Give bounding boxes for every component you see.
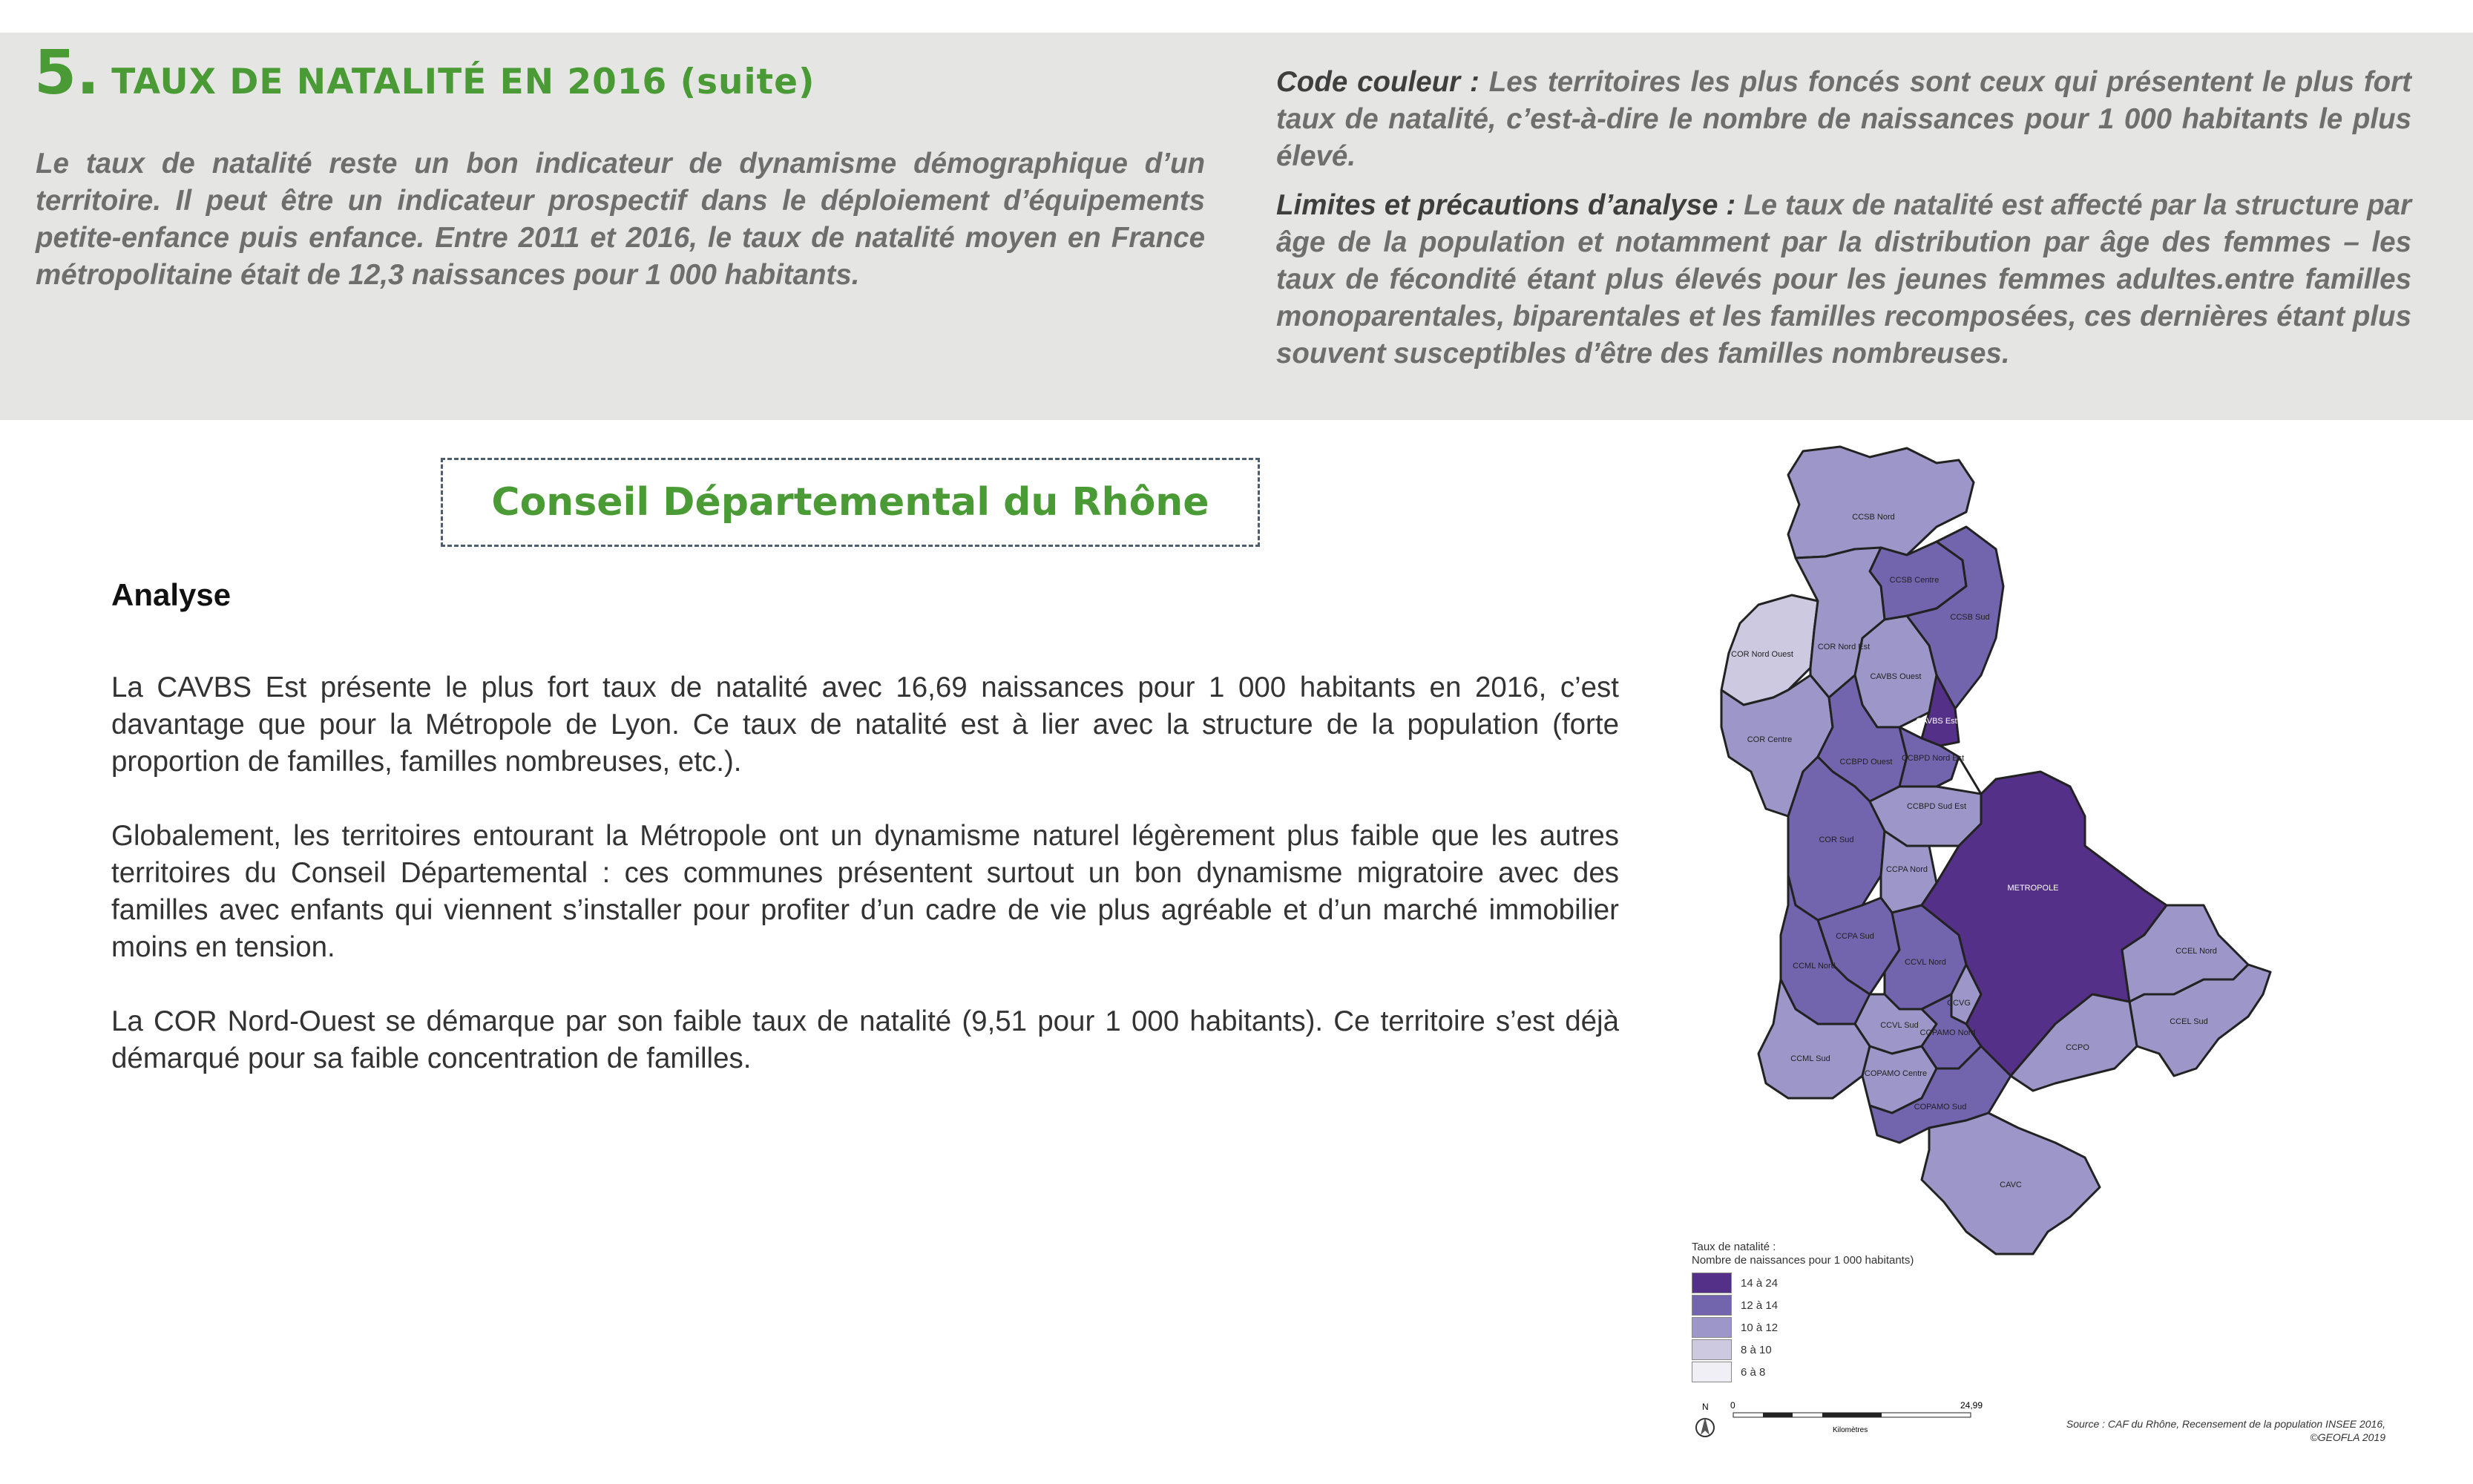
section-title-row <box>34 38 815 108</box>
legend-swatch <box>1692 1339 1732 1360</box>
scale-bar <box>1692 1395 2003 1439</box>
choropleth-map <box>1684 430 2411 1189</box>
legend-label: 14 à 24 <box>1741 1276 1779 1290</box>
intro-text: Le taux de natalité reste un bon indicateur de dynamisme démographique d’un territoire. Il peut être un indicateur prospectif dans le déploiement d’équipements petite-enfance puis enfance. Entre 2011 et 2016, le taux de natalité moyen en France métropolitaine était de 12,3 naissances pour 1 000 habitants. <box>36 148 1205 291</box>
legend-subtitle: Nombre de naissances pour 1 000 habitants) <box>1692 1254 1914 1267</box>
map-label: COPAMO Nord <box>1919 1028 1976 1037</box>
map-svg <box>1684 430 2411 1189</box>
map-label: COR Nord Est <box>1817 643 1871 651</box>
map-label: CCBPD Sud Est <box>1906 802 1967 811</box>
map-legend <box>1692 1241 1914 1383</box>
scale-end: 24,99 <box>1960 1400 1983 1411</box>
analysis-paragraph: La COR Nord-Ouest se démarque par son faible taux de natalité (9,51 pour 1 000 habitants). Ce territoire s’est déjà démarqué pour sa faible concentration de familles. <box>111 1005 1619 1074</box>
map-label: CCVL Nord <box>1905 958 1946 967</box>
north-label: N <box>1702 1402 1709 1412</box>
legend-label: 8 à 10 <box>1741 1343 1772 1356</box>
map-label: COPAMO Centre <box>1864 1069 1928 1078</box>
map-label: COR Sud <box>1819 835 1854 844</box>
analysis-paragraph: Globalement, les territoires entourant la Métropole ont un dynamisme naturel légèrement plus faible que les autres territoires du Conseil Départemental : ces communes présentent surtout un bon dynamisme migratoire avec des familles avec enfants qui viennent s’installer pour profiter d’un cadre de vie plus agréable et d’un marché immobilier moins en tension. <box>111 820 1619 963</box>
legend-item <box>1692 1339 1914 1361</box>
map-label: METROPOLE <box>2007 884 2059 893</box>
legend-item <box>1692 1361 1914 1383</box>
map-label: CCVL Sud <box>1880 1021 1919 1030</box>
map-label: CCVG <box>1947 999 1971 1008</box>
legend-item <box>1692 1294 1914 1316</box>
scale-start: 0 <box>1730 1400 1735 1411</box>
legend-swatch <box>1692 1295 1732 1316</box>
legend-title: Taux de natalité : <box>1692 1241 1776 1253</box>
map-label: CCPA Sud <box>1836 932 1874 941</box>
map-label: CCPO <box>2066 1043 2089 1052</box>
legend-swatch <box>1692 1273 1732 1293</box>
map-label: CCML Nord <box>1793 962 1836 971</box>
source-line: ©GEOFLA 2019 <box>2310 1431 2385 1443</box>
section-number: 5. <box>34 38 100 108</box>
map-label: CCSB Centre <box>1889 576 1940 585</box>
map-label: CCBPD Nord Est <box>1901 754 1965 763</box>
map-label: CAVBS Est <box>1916 717 1957 726</box>
legend-label: 12 à 14 <box>1741 1298 1779 1312</box>
limits-note <box>1276 187 2411 372</box>
map-label: CCSB Nord <box>1852 513 1895 522</box>
map-label: CCEL Sud <box>2170 1017 2208 1026</box>
map-label: CCML Sud <box>1790 1054 1830 1063</box>
legend-swatch <box>1692 1362 1732 1382</box>
map-label: COR Centre <box>1747 735 1793 744</box>
limits-text: Le taux de natalité est affecté par la structure par âge de la population et notamment par la distribution par âge des femmes – les taux de fécondité étant plus élevés pour les jeunes femmes adultes.entre familles monoparentales, biparentales et les familles recomposées, ces dernières étant plus souvent susceptibles d’être des familles nombreuses. <box>1276 189 2411 370</box>
analysis-body <box>111 669 1619 1114</box>
council-title-box <box>441 458 1260 547</box>
section-title: TAUX DE NATALITÉ EN 2016 (suite) <box>111 62 815 102</box>
color-code-label: Code couleur : <box>1276 66 1479 98</box>
map-label: COPAMO Sud <box>1914 1103 1967 1112</box>
map-label: CCBPD Ouest <box>1839 758 1893 766</box>
legend-item <box>1692 1272 1914 1294</box>
council-title: Conseil Départemental du Rhône <box>491 480 1209 525</box>
analysis-heading: Analyse <box>111 577 231 612</box>
map-label: CAVC <box>2000 1181 2022 1189</box>
analysis-paragraph: La CAVBS Est présente le plus fort taux de natalité avec 16,69 naissances pour 1 000 habitants en 2016, c’est davantage que pour la Métropole de Lyon. Ce taux de natalité est à lier avec la structure de la population (forte proportion de familles, familles nombreuses, etc.). <box>111 672 1619 778</box>
color-code-note <box>1276 64 2411 175</box>
source-note <box>2066 1417 2385 1444</box>
map-label: CCSB Sud <box>1950 613 1990 622</box>
map-label: CCEL Nord <box>2175 947 2217 956</box>
legend-label: 10 à 12 <box>1741 1321 1779 1334</box>
scale-unit: Kilomètres <box>1833 1426 1868 1434</box>
legend-label: 6 à 8 <box>1741 1365 1766 1379</box>
legend-item <box>1692 1316 1914 1339</box>
legend-swatch <box>1692 1317 1732 1338</box>
limits-label: Limites et précautions d’analyse : <box>1276 189 1736 221</box>
notes-column <box>1276 64 2411 384</box>
color-code-text: Les territoires les plus foncés sont ceux qui présentent le plus fort taux de natalité, c’est-à-dire le nombre de naissances pour 1 000 habitants le plus élevé. <box>1276 66 2411 172</box>
north-arrow-icon <box>1696 1417 1714 1437</box>
map-label: CAVBS Ouest <box>1870 672 1922 681</box>
source-line: Source : CAF du Rhône, Recensement de la population INSEE 2016, <box>2066 1418 2385 1430</box>
map-label: CCPA Nord <box>1885 865 1928 874</box>
map-label: COR Nord Ouest <box>1731 650 1793 659</box>
